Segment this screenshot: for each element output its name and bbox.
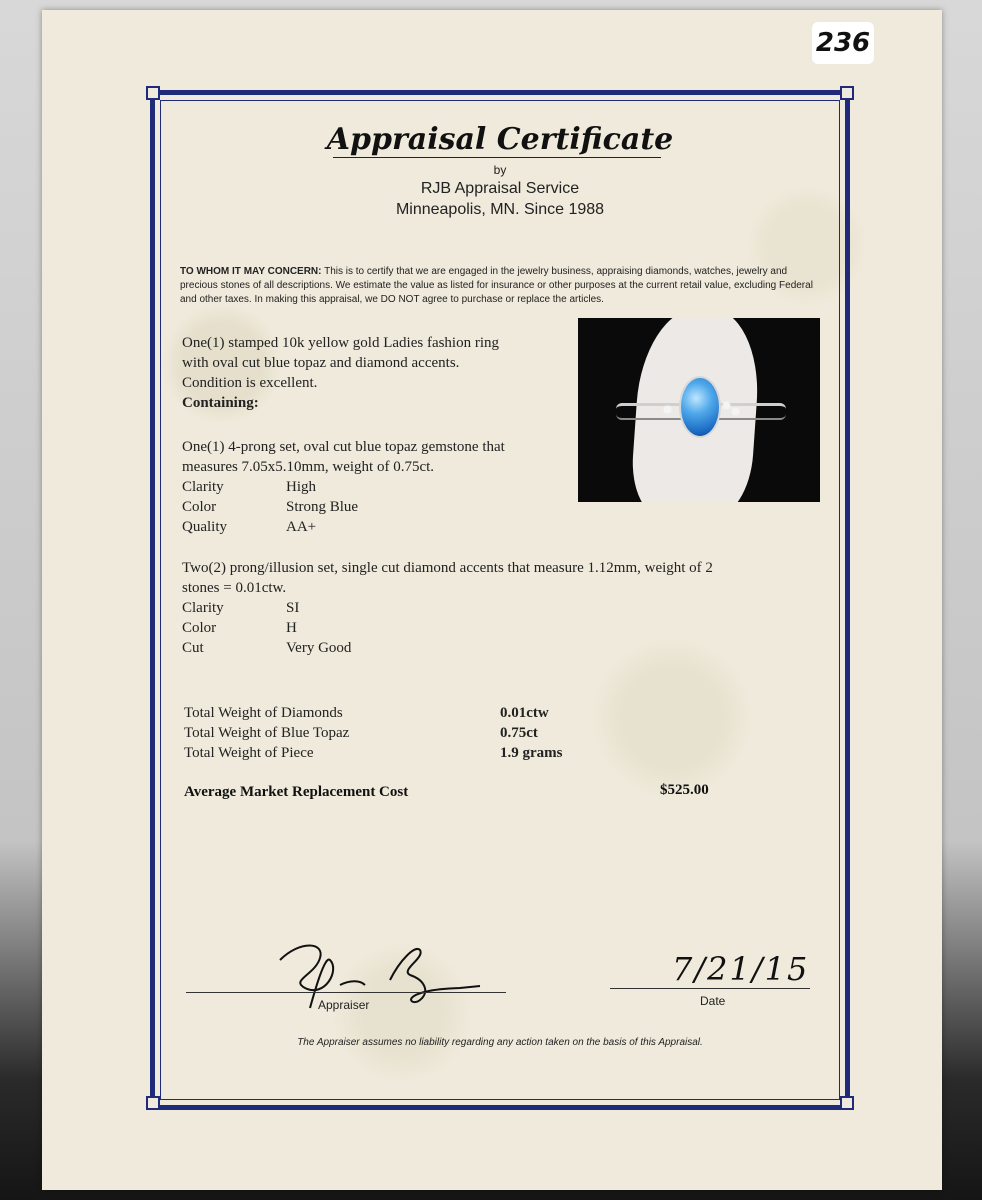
totals-section bbox=[184, 703, 563, 763]
topaz-section bbox=[182, 437, 505, 537]
total-label: Total Weight of Piece bbox=[184, 745, 314, 761]
item-line: with oval cut blue topaz and diamond accents. bbox=[182, 355, 460, 371]
item-description bbox=[182, 333, 562, 413]
handwritten-date: 7/21/15 bbox=[672, 950, 810, 988]
spec-label: Clarity bbox=[182, 600, 224, 616]
intro-lead: TO WHOM IT MAY CONCERN: bbox=[180, 266, 322, 277]
title-by: by bbox=[493, 163, 507, 177]
replacement-cost-value: $525.00 bbox=[660, 782, 709, 798]
topaz-line: One(1) 4-prong set, oval cut blue topaz gemstone that bbox=[182, 439, 505, 455]
date-line bbox=[610, 988, 810, 989]
diamond-line: stones = 0.01ctw. bbox=[182, 580, 287, 596]
border-corner-ornament bbox=[146, 1096, 160, 1110]
total-row bbox=[184, 723, 563, 743]
spec-value: High bbox=[286, 479, 316, 495]
spec-label: Color bbox=[182, 620, 217, 636]
total-value: 0.75ct bbox=[500, 725, 538, 741]
spec-value: Strong Blue bbox=[286, 499, 359, 515]
spec-value: Very Good bbox=[286, 640, 352, 656]
total-row bbox=[184, 743, 563, 763]
intro-body: This is to certify that we are engaged in the jewelry business, appraising diamonds, watches, jewelry and precious stones of all descriptions. We estimate the value as listed for insurance or other purposes at the current retail value, excluding Federal and other taxes. In making this appraisal, we DO NOT agree to purchase or replace the articles. bbox=[180, 266, 813, 305]
company-name: RJB Appraisal Service bbox=[420, 180, 580, 197]
disclaimer: The Appraiser assumes no liability regarding any action taken on the basis of this Appraisal. bbox=[297, 1037, 703, 1048]
spec-value: SI bbox=[286, 600, 300, 616]
spec-value: H bbox=[286, 620, 297, 636]
appraiser-label: Appraiser bbox=[318, 998, 370, 1012]
lot-number-tag: 236 bbox=[812, 22, 874, 64]
spec-row bbox=[182, 638, 822, 658]
border-corner-ornament bbox=[146, 86, 160, 100]
certificate-title: Appraisal Certificate bbox=[326, 122, 674, 157]
total-label: Total Weight of Diamonds bbox=[184, 705, 343, 721]
item-line: Condition is excellent. bbox=[182, 375, 318, 391]
spec-row bbox=[182, 517, 505, 537]
diamond-line: Two(2) prong/illusion set, single cut diamond accents that measure 1.12mm, weight of 2 bbox=[182, 560, 713, 576]
spec-value: AA+ bbox=[286, 519, 317, 535]
topaz-line: measures 7.05x5.10mm, weight of 0.75ct. bbox=[182, 459, 435, 475]
spec-label: Cut bbox=[182, 640, 204, 656]
total-value: 0.01ctw bbox=[500, 705, 549, 721]
spec-row bbox=[182, 477, 505, 497]
diamond-accent bbox=[664, 406, 671, 413]
spec-row bbox=[182, 618, 822, 638]
diamond-accent bbox=[723, 402, 730, 409]
total-row bbox=[184, 703, 563, 723]
item-line: One(1) stamped 10k yellow gold Ladies fashion ring bbox=[182, 335, 500, 351]
date-label: Date bbox=[700, 994, 726, 1008]
spec-row bbox=[182, 598, 822, 618]
border-corner-ornament bbox=[840, 86, 854, 100]
signature-line bbox=[186, 992, 506, 993]
spec-label: Clarity bbox=[182, 479, 224, 495]
spec-row bbox=[182, 497, 505, 517]
total-label: Total Weight of Blue Topaz bbox=[184, 725, 350, 741]
intro-paragraph bbox=[180, 265, 820, 307]
diamond-section bbox=[182, 558, 822, 658]
border-corner-ornament bbox=[840, 1096, 854, 1110]
title-underline bbox=[333, 157, 661, 158]
spec-label: Color bbox=[182, 499, 217, 515]
ring-photo bbox=[578, 318, 820, 502]
spec-label: Quality bbox=[182, 519, 227, 535]
company-location: Minneapolis, MN. Since 1988 bbox=[395, 201, 605, 218]
diamond-accent bbox=[732, 408, 739, 415]
blue-topaz-gem bbox=[679, 376, 721, 438]
containing-heading: Containing: bbox=[182, 395, 259, 411]
appraiser-signature bbox=[270, 930, 490, 1010]
replacement-cost-label: Average Market Replacement Cost bbox=[184, 784, 409, 800]
total-value: 1.9 grams bbox=[500, 745, 563, 761]
